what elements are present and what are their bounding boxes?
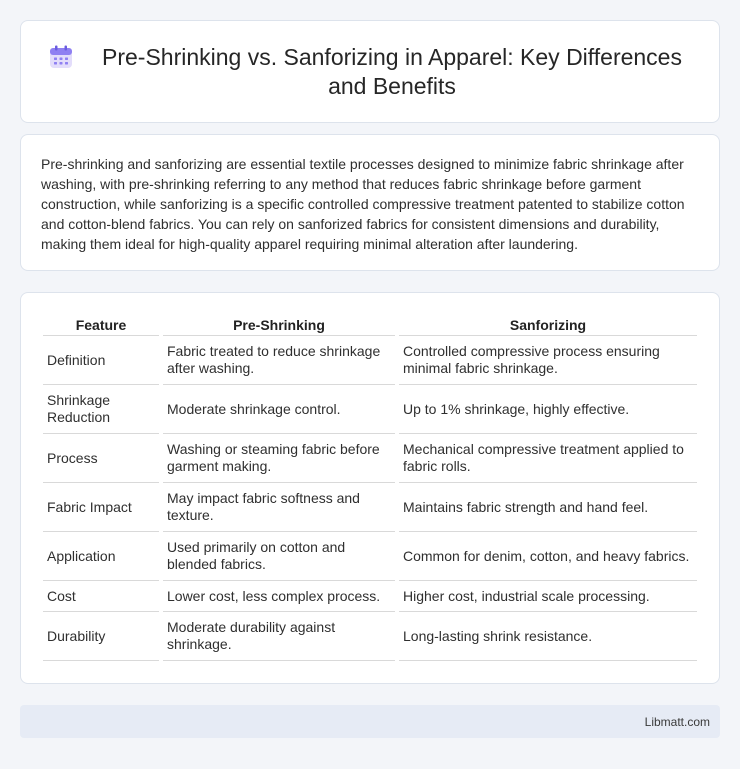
intro-card — [20, 134, 720, 271]
calendar-icon — [48, 44, 74, 70]
title-row — [21, 21, 719, 122]
row-pre-shrinking: May impact fabric softness and texture. — [163, 483, 395, 532]
row-feature: Process — [43, 434, 159, 483]
row-pre-shrinking: Moderate durability against shrinkage. — [163, 612, 395, 661]
row-feature: Fabric Impact — [43, 483, 159, 532]
comparison-table — [39, 309, 701, 661]
header-pre-shrinking: Pre-Shrinking — [163, 309, 395, 336]
row-feature: Definition — [43, 336, 159, 385]
row-pre-shrinking: Fabric treated to reduce shrinkage after washing. — [163, 336, 395, 385]
title-card — [20, 20, 720, 123]
header-sanforizing: Sanforizing — [399, 309, 697, 336]
header-feature: Feature — [43, 309, 159, 336]
row-sanforizing: Common for denim, cotton, and heavy fabrics. — [399, 532, 697, 581]
intro-paragraph: Pre-shrinking and sanforizing are essential textile processes designed to minimize fabric shrinkage after washing, with pre-shrinking referring to any method that reduces fabric shrinkage before garment construction, while sanforizing is a specific controlled compressive treatment patented to stabilize cotton and cotton-blend fabrics. You can rely on sanforized fabrics for consistent dimensions and durability, making them ideal for high-quality apparel requiring minimal alteration after laundering. — [41, 156, 685, 252]
footer-brand: Libmatt.com — [644, 714, 710, 729]
comparison-card — [20, 292, 720, 684]
table-row — [43, 385, 697, 434]
row-sanforizing: Long-lasting shrink resistance. — [399, 612, 697, 661]
row-pre-shrinking: Moderate shrinkage control. — [163, 385, 395, 434]
table-row — [43, 581, 697, 612]
table-header-row — [43, 309, 697, 336]
row-sanforizing: Controlled compressive process ensuring minimal fabric shrinkage. — [399, 336, 697, 385]
table-row — [43, 434, 697, 483]
footer-bar — [20, 705, 720, 738]
row-pre-shrinking: Lower cost, less complex process. — [163, 581, 395, 612]
table-row — [43, 532, 697, 581]
row-feature: Shrinkage Reduction — [43, 385, 159, 434]
row-sanforizing: Maintains fabric strength and hand feel. — [399, 483, 697, 532]
row-pre-shrinking: Used primarily on cotton and blended fabrics. — [163, 532, 395, 581]
table-row — [43, 612, 697, 661]
table-row — [43, 336, 697, 385]
row-feature: Application — [43, 532, 159, 581]
page-title: Pre-Shrinking vs. Sanforizing in Apparel: Key Differences and Benefits — [102, 43, 682, 99]
row-sanforizing: Up to 1% shrinkage, highly effective. — [399, 385, 697, 434]
row-sanforizing: Mechanical compressive treatment applied to fabric rolls. — [399, 434, 697, 483]
row-feature: Cost — [43, 581, 159, 612]
table-row — [43, 483, 697, 532]
row-feature: Durability — [43, 612, 159, 661]
row-pre-shrinking: Washing or steaming fabric before garment making. — [163, 434, 395, 483]
row-sanforizing: Higher cost, industrial scale processing. — [399, 581, 697, 612]
